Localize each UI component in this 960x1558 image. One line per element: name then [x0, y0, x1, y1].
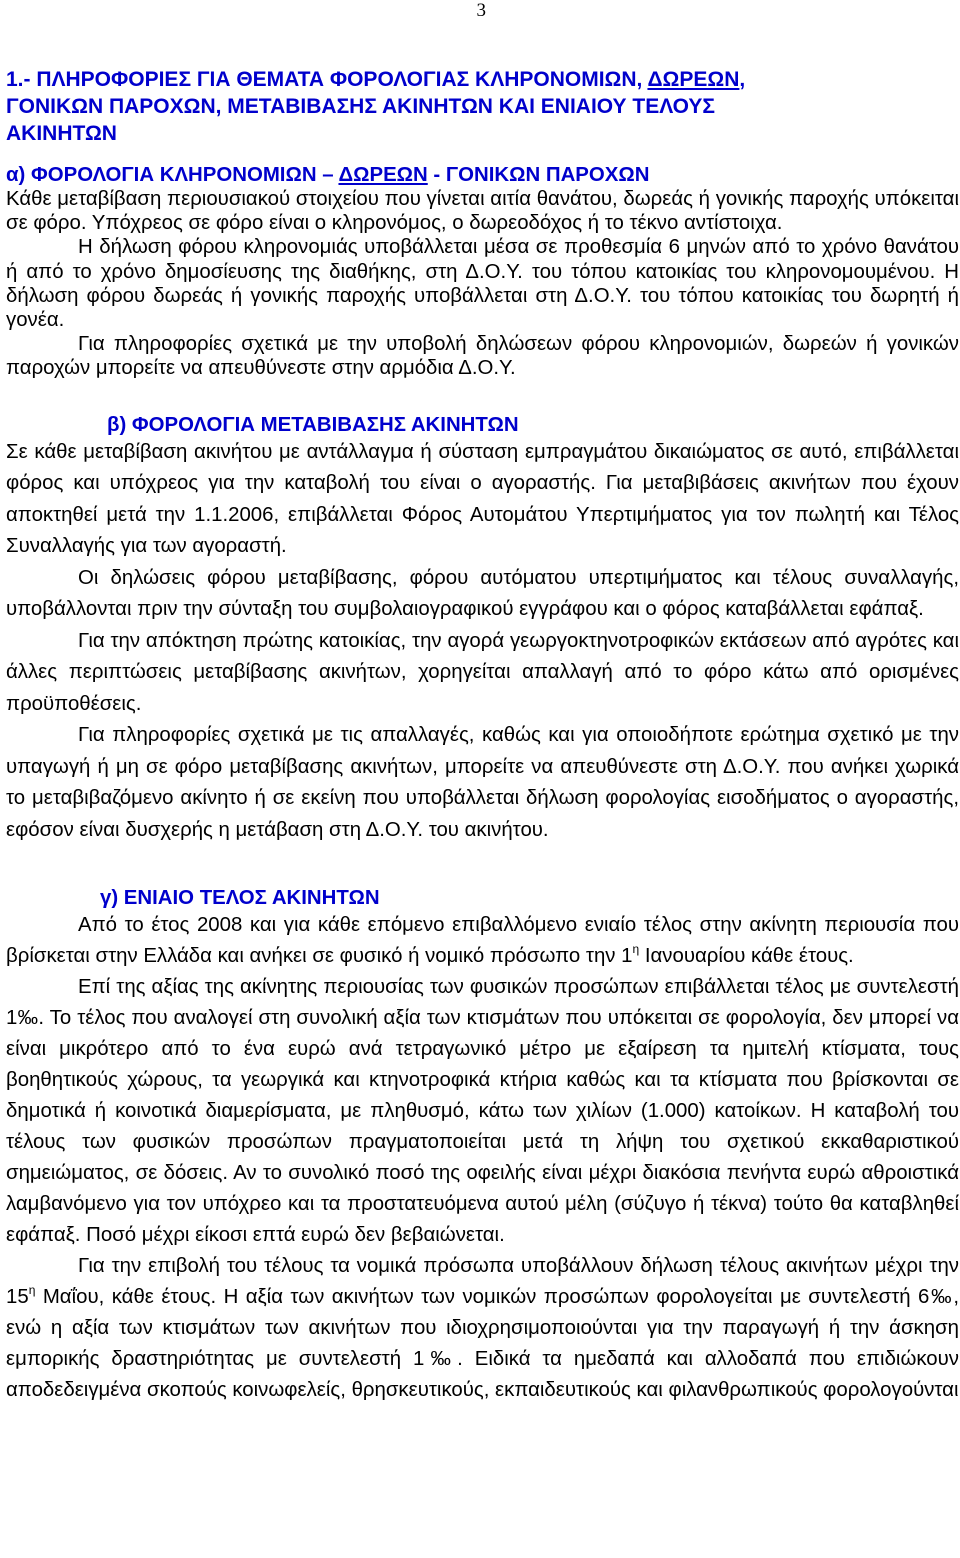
section-a-paragraph-1: Κάθε μεταβίβαση περιουσιακού στοιχείου που γίνεται αιτία θανάτου, δωρεάς ή γονικής παροχής υπόκειται σε φόρο. Υπόχρεος σε φόρο είναι ο κληρονόμος, ο δωρεοδόχος ή το τέκνο αντίστοιχα.: [6, 188, 959, 235]
section-a-title-pre: α) ΦΟΡΟΛΟΓΙΑ ΚΛΗΡΟΝΟΜΙΩΝ –: [6, 164, 339, 186]
main-heading-line1: 1.- ΠΛΗΡΟΦΟΡΙΕΣ ΓΙΑ ΘΕΜΑΤΑ ΦΟΡΟΛΟΓΙΑΣ ΚΛΗΡΟΝΟΜΙΩΝ,: [6, 68, 648, 91]
section-b-paragraph-1: Σε κάθε μεταβίβαση ακινήτου με αντάλλαγμα ή σύσταση εμπραγμάτου δικαιώματος σε αυτό, επιβάλλεται φόρος και υπόχρεος για την καταβολή του είναι ο αγοραστής. Για μεταβιβάσεις ακινήτων που έχουν αποκτηθεί μετά την 1.1.2006, επιβάλλεται Φόρος Αυτομάτου Υπερτιμήματος για τον πωλητή και Τέλος Συναλλαγής για των αγοραστή.: [6, 440, 959, 558]
section-a-paragraph-2: Η δήλωση φόρου κληρονομιάς υποβάλλεται μέσα σε προθεσμία 6 μηνών από το χρόνο θανάτου ή από το χρόνο δημοσίευσης της διαθήκης, στη Δ.Ο.Υ. του τόπου κατοικίας του κληρονομουμένου. Η δήλωση φόρου δωρεάς ή γονικής παροχής υποβάλλεται στη Δ.Ο.Υ. του τόπου κατοικίας του δωρητή ή γονέα.: [6, 236, 959, 332]
section-inheritance-tax: [6, 163, 959, 381]
section-c-p1-text: Από το έτος 2008 και για κάθε επόμενο επιβαλλόμενο ενιαίο τέλος στην ακίνητη περιουσία που βρίσκεται στην Ελλάδα και ανήκει σε φυσικό ή νομικό πρόσωπο την 1: [6, 914, 959, 968]
document-content: [6, 66, 959, 1406]
section-b-paragraph-4: Για πληροφορίες σχετικά με τις απαλλαγές, καθώς και για οποιοδήποτε ερώτημα σχετικό με την υπαγωγή ή μη σε φόρο μεταβίβασης ακινήτων, μπορείτε να απευθύνεστε στη Δ.Ο.Υ. που ανήκει χωρικά το μεταβιβαζόμενο ακίνητο ή σε εκείνη που υποβάλλεται δήλωση φορολογίας εισοδήματος ο αγοραστής, εφόσον είναι δυσχερής η μετάβαση στη Δ.Ο.Υ. του ακινήτου.: [6, 724, 959, 841]
section-c-paragraph-3: [6, 1251, 959, 1406]
section-property-transfer-tax: [6, 413, 959, 847]
section-c-p1-superscript: η: [632, 942, 640, 957]
section-c-p1-text-end: Ιανουαρίου κάθε έτους.: [639, 945, 854, 968]
main-heading-underlined: ΔΩΡΕΩΝ: [647, 68, 740, 91]
section-c-paragraph-2: Επί της αξίας της ακίνητης περιουσίας των φυσικών προσώπων επιβάλλεται τέλος με συντελεστή 1‰. Το τέλος που αναλογεί στη συνολική αξία των κτισμάτων που υπόκειται σε φορολογία, δεν μπορεί να είναι μικρότερο από το ένα ευρώ ανά τετραγωνικό μέτρο με εξαίρεση τα ημιτελή κτίσματα, τους βοηθητικούς χώρους, τα γεωργικά και κτηνοτροφικά κτήρια καθώς και τα κτίσματα που βρίσκονται σε δημοτικά ή κοινοτικά διαμερίσματα, με πληθυσμό, κάτω των χιλίων (1.000) κατοίκων. Η καταβολή του τέλους των φυσικών προσώπων πραγματοποιείται μετά τη λήψη του σχετικού εκκαθαριστικού σημειώματος, σε δόσεις. Αν το συνολικό ποσό της οφειλής είναι μέχρι διακόσια πενήντα ευρώ αθροιστικά λαμβανόμενο για τον υπόχρεο και τα προστατευόμενα αυτού μέλη (σύζυγο ή τέκνα) τούτο θα καταβληθεί εφάπαξ. Ποσό μέχρι είκοσι επτά ευρώ δεν βεβαιώνεται.: [6, 976, 959, 1247]
section-b-paragraph-2: Οι δηλώσεις φόρου μεταβίβασης, φόρου αυτόματου υπερτιμήματος και τέλους συναλλαγής, υποβάλλονται πριν την σύνταξη του συμβολαιογραφικού εγγράφου και ο φόρος καταβάλλεται εφάπαξ.: [6, 566, 959, 621]
page-number: 3: [476, 0, 486, 21]
section-a-title-post: - ΓΟΝΙΚΩΝ ΠΑΡΟΧΩΝ: [427, 164, 650, 186]
main-heading-line2: ΓΟΝΙΚΩΝ ΠΑΡΟΧΩΝ, ΜΕΤΑΒΙΒΑΣΗΣ ΑΚΙΝΗΤΩΝ ΚΑΙ ΕΝΙΑΙΟΥ ΤΕΛΟΥΣ: [6, 95, 716, 118]
main-heading-line1-end: ,: [739, 68, 746, 91]
section-a-paragraph-3: Για πληροφορίες σχετικά με την υποβολή δηλώσεων φόρου κληρονομιών, δωρεών ή γονικών παροχών μπορείτε να απευθύνεστε στην αρμόδια Δ.Ο.Υ.: [6, 333, 959, 380]
section-c-paragraph-1: [6, 910, 959, 972]
section-b-paragraph-3: Για την απόκτηση πρώτης κατοικίας, την αγορά γεωργοκτηνοτροφικών εκτάσεων από αγρότες και άλλες περιπτώσεις μεταβίβασης ακινήτων, χορηγείται απαλλαγή από το φόρο κάτω από ορισμένες προϋποθέσεις.: [6, 629, 959, 715]
section-c-title: γ) ΕΝΙΑΙΟ ΤΕΛΟΣ ΑΚΙΝΗΤΩΝ: [100, 887, 380, 910]
section-unified-property-fee: [6, 886, 959, 1406]
section-c-p3-text: Για την επιβολή του τέλους τα νομικά πρόσωπα υποβάλλουν δήλωση τέλους ακινήτων μέχρι την 15: [6, 1255, 959, 1309]
section-c-p3-text-end: Μαΐου, κάθε έτους. Η αξία των ακινήτων των νομικών προσώπων φορολογείται με συντελεστή 6‰, ενώ η αξία των κτισμάτων των ακινήτων που ιδιοχρησιμοποιούνται για την παραγωγή ή την άσκηση εμπορικής δραστηριότητας με συντελεστή 1‰. Ειδικά τα ημεδαπά και αλλοδαπά που επιδιώκουν αποδεδειγμένα σκοπούς κοινωφελείς, θρησκευτικούς, εκπαιδευτικούς και φιλανθρωπικούς φορολογούνται: [6, 1286, 959, 1402]
section-a-title: [6, 163, 959, 187]
section-c-p3-superscript: η: [28, 1283, 36, 1298]
main-heading: [6, 66, 959, 147]
main-heading-line3: ΑΚΙΝΗΤΩΝ: [6, 122, 117, 145]
section-b-title: β) ΦΟΡΟΛΟΓΙΑ ΜΕΤΑΒΙΒΑΣΗΣ ΑΚΙΝΗΤΩΝ: [107, 413, 519, 436]
section-a-title-underlined: ΔΩΡΕΩΝ: [338, 164, 428, 186]
